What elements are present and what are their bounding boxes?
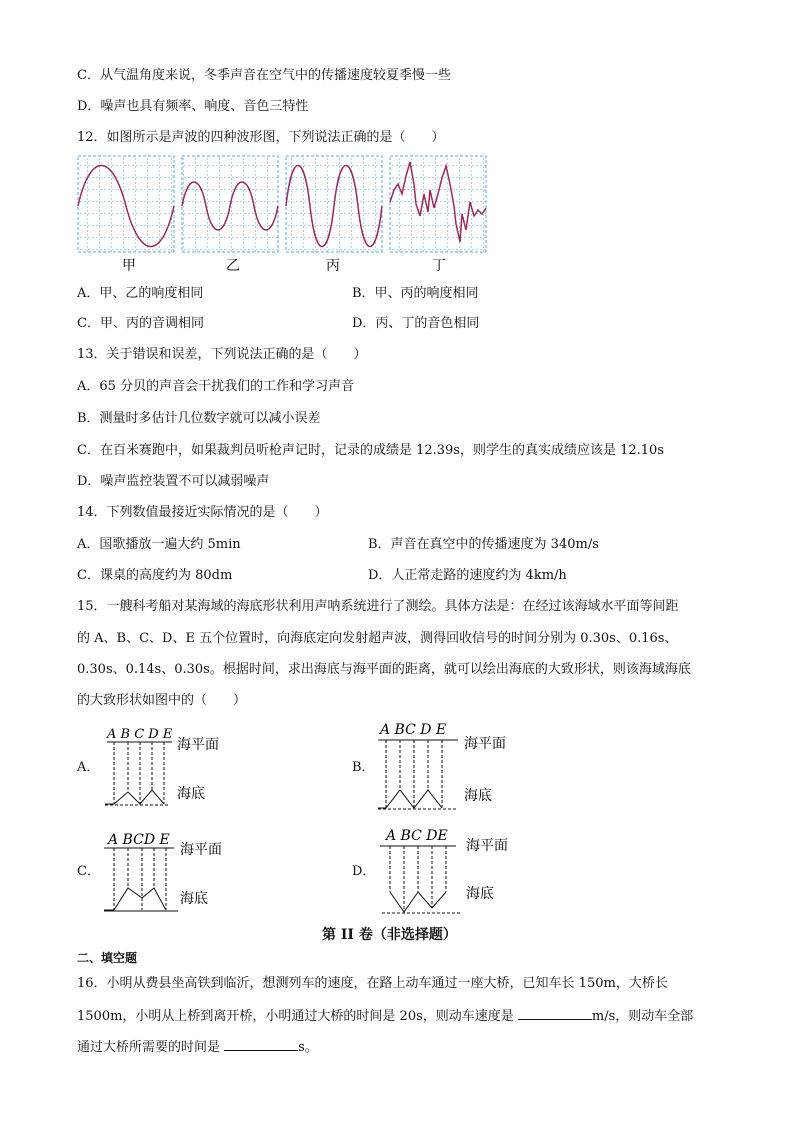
- q15-option-b-letter: B．: [352, 760, 375, 775]
- waveform-label-ding: 丁: [432, 258, 446, 274]
- q14-option-c: C．课桌的高度约为 80dm: [77, 568, 233, 583]
- q13-stem: 13．关于错误和误差，下列说法正确的是（ ）: [77, 347, 367, 362]
- sea-surface-label: 海平面: [177, 737, 219, 753]
- q14-stem: 14．下列数值最接近实际情况的是（ ）: [77, 505, 328, 520]
- q13-option-d: D．噪声监控装置不可以减弱噪声: [77, 474, 270, 489]
- sea-bottom-label: 海底: [466, 886, 494, 902]
- q11-option-c: C．从气温角度来说，冬季声音在空气中的传播速度较夏季慢一些: [77, 68, 451, 83]
- sea-surface-label: 海平面: [464, 736, 506, 752]
- q15-option-d-diagram: [376, 824, 536, 916]
- q12-waveform-figure: [76, 154, 496, 274]
- waveform-yi: [182, 156, 278, 252]
- seabed-points-label: A BC DE: [386, 828, 448, 844]
- q12-option-c: C．甲、丙的音调相同: [77, 316, 204, 331]
- q16-line-3-text: 通过大桥所需要的时间是: [77, 1040, 225, 1055]
- q14-option-d: D．人正常走路的速度约为 4km/h: [368, 568, 567, 583]
- q16-blank-time[interactable]: [224, 1036, 298, 1051]
- seabed-points-label: A BC D E: [380, 722, 447, 738]
- waveform-label-jia: 甲: [122, 258, 136, 274]
- waveform-label-bing: 丙: [326, 258, 340, 274]
- q13-option-b: B．测量时多估计几位数字就可以减小误差: [77, 411, 321, 426]
- q15-line-1: 15．一艘科考船对某海域的海底形状利用声呐系统进行了测绘。具体方法是：在经过该海域水平面等间距: [77, 599, 679, 614]
- q13-option-c: C．在百米赛跑中，如果裁判员听枪声记时，记录的成绩是 12.39s，则学生的真实成绩应该是 12.10s: [77, 443, 664, 458]
- sea-bottom-label: 海底: [177, 786, 205, 802]
- q15-option-c-diagram: [102, 826, 262, 916]
- sea-bottom-label: 海底: [464, 788, 492, 804]
- q16-line-2: [77, 1005, 693, 1027]
- section-title: 第 II 卷（非选择题）: [322, 927, 457, 943]
- q16-blank-speed[interactable]: [518, 1005, 592, 1020]
- sea-surface-label: 海平面: [180, 842, 222, 858]
- waveform-jia: [78, 156, 174, 252]
- q15-option-a-letter: A．: [77, 760, 100, 775]
- q15-option-c-letter: C．: [77, 864, 100, 879]
- q11-option-d: D．噪声也具有频率、响度、音色三特性: [77, 99, 309, 114]
- q14-option-a: A．国歌播放一遍大约 5min: [77, 537, 241, 552]
- q12-stem: 12．如图所示是声波的四种波形图，下列说法正确的是（ ）: [77, 130, 445, 145]
- q16-line-1: 16．小明从费县坐高铁到临沂，想测列车的速度，在路上动车通过一座大桥，已知车长 150m，大桥长: [77, 976, 668, 991]
- q16-line-2-text: 1500m，小明从上桥到离开桥，小明通过大桥的时间是 20s，则动车速度是: [77, 1009, 518, 1024]
- q13-option-a: A．65 分贝的声音会干扰我们的工作和学习声音: [77, 379, 355, 394]
- q12-option-b: B．甲、丙的响度相同: [352, 286, 479, 301]
- q16-line-3-tail: s。: [298, 1040, 318, 1055]
- seabed-points-label: A BCD E: [108, 832, 170, 848]
- q15-option-a-diagram: [102, 722, 262, 812]
- q15-option-d-letter: D．: [352, 864, 376, 879]
- q15-line-2: 的 A、B、C、D、E 五个位置时，向海底定向发射超声波，测得回收信号的时间分别为 0.30s、0.16s、: [77, 631, 678, 646]
- seabed-points-label: A B C D E: [107, 727, 173, 742]
- waveform-bing: [286, 156, 382, 252]
- sea-surface-label: 海平面: [466, 838, 508, 854]
- waveform-label-yi: 乙: [226, 258, 240, 274]
- q12-option-a: A．甲、乙的响度相同: [77, 286, 204, 301]
- q16-line-3: [77, 1036, 318, 1058]
- q15-line-3: 0.30s、0.14s、0.30s。根据时间，求出海底与海平面的距离，就可以绘出海底的大致形状，则该海域海底: [77, 662, 691, 677]
- q16-line-2-tail: m/s，则动车全部: [591, 1009, 694, 1024]
- q15-line-4: 的大致形状如图中的（ ）: [77, 693, 247, 708]
- sea-bottom-label: 海底: [180, 891, 208, 907]
- q12-option-d: D．丙、丁的音色相同: [352, 316, 480, 331]
- waveform-ding: [390, 156, 486, 252]
- q15-option-b-diagram: [376, 718, 536, 814]
- section-heading: 二、填空题: [77, 951, 138, 965]
- q14-option-b: B．声音在真空中的传播速度为 340m/s: [368, 537, 599, 552]
